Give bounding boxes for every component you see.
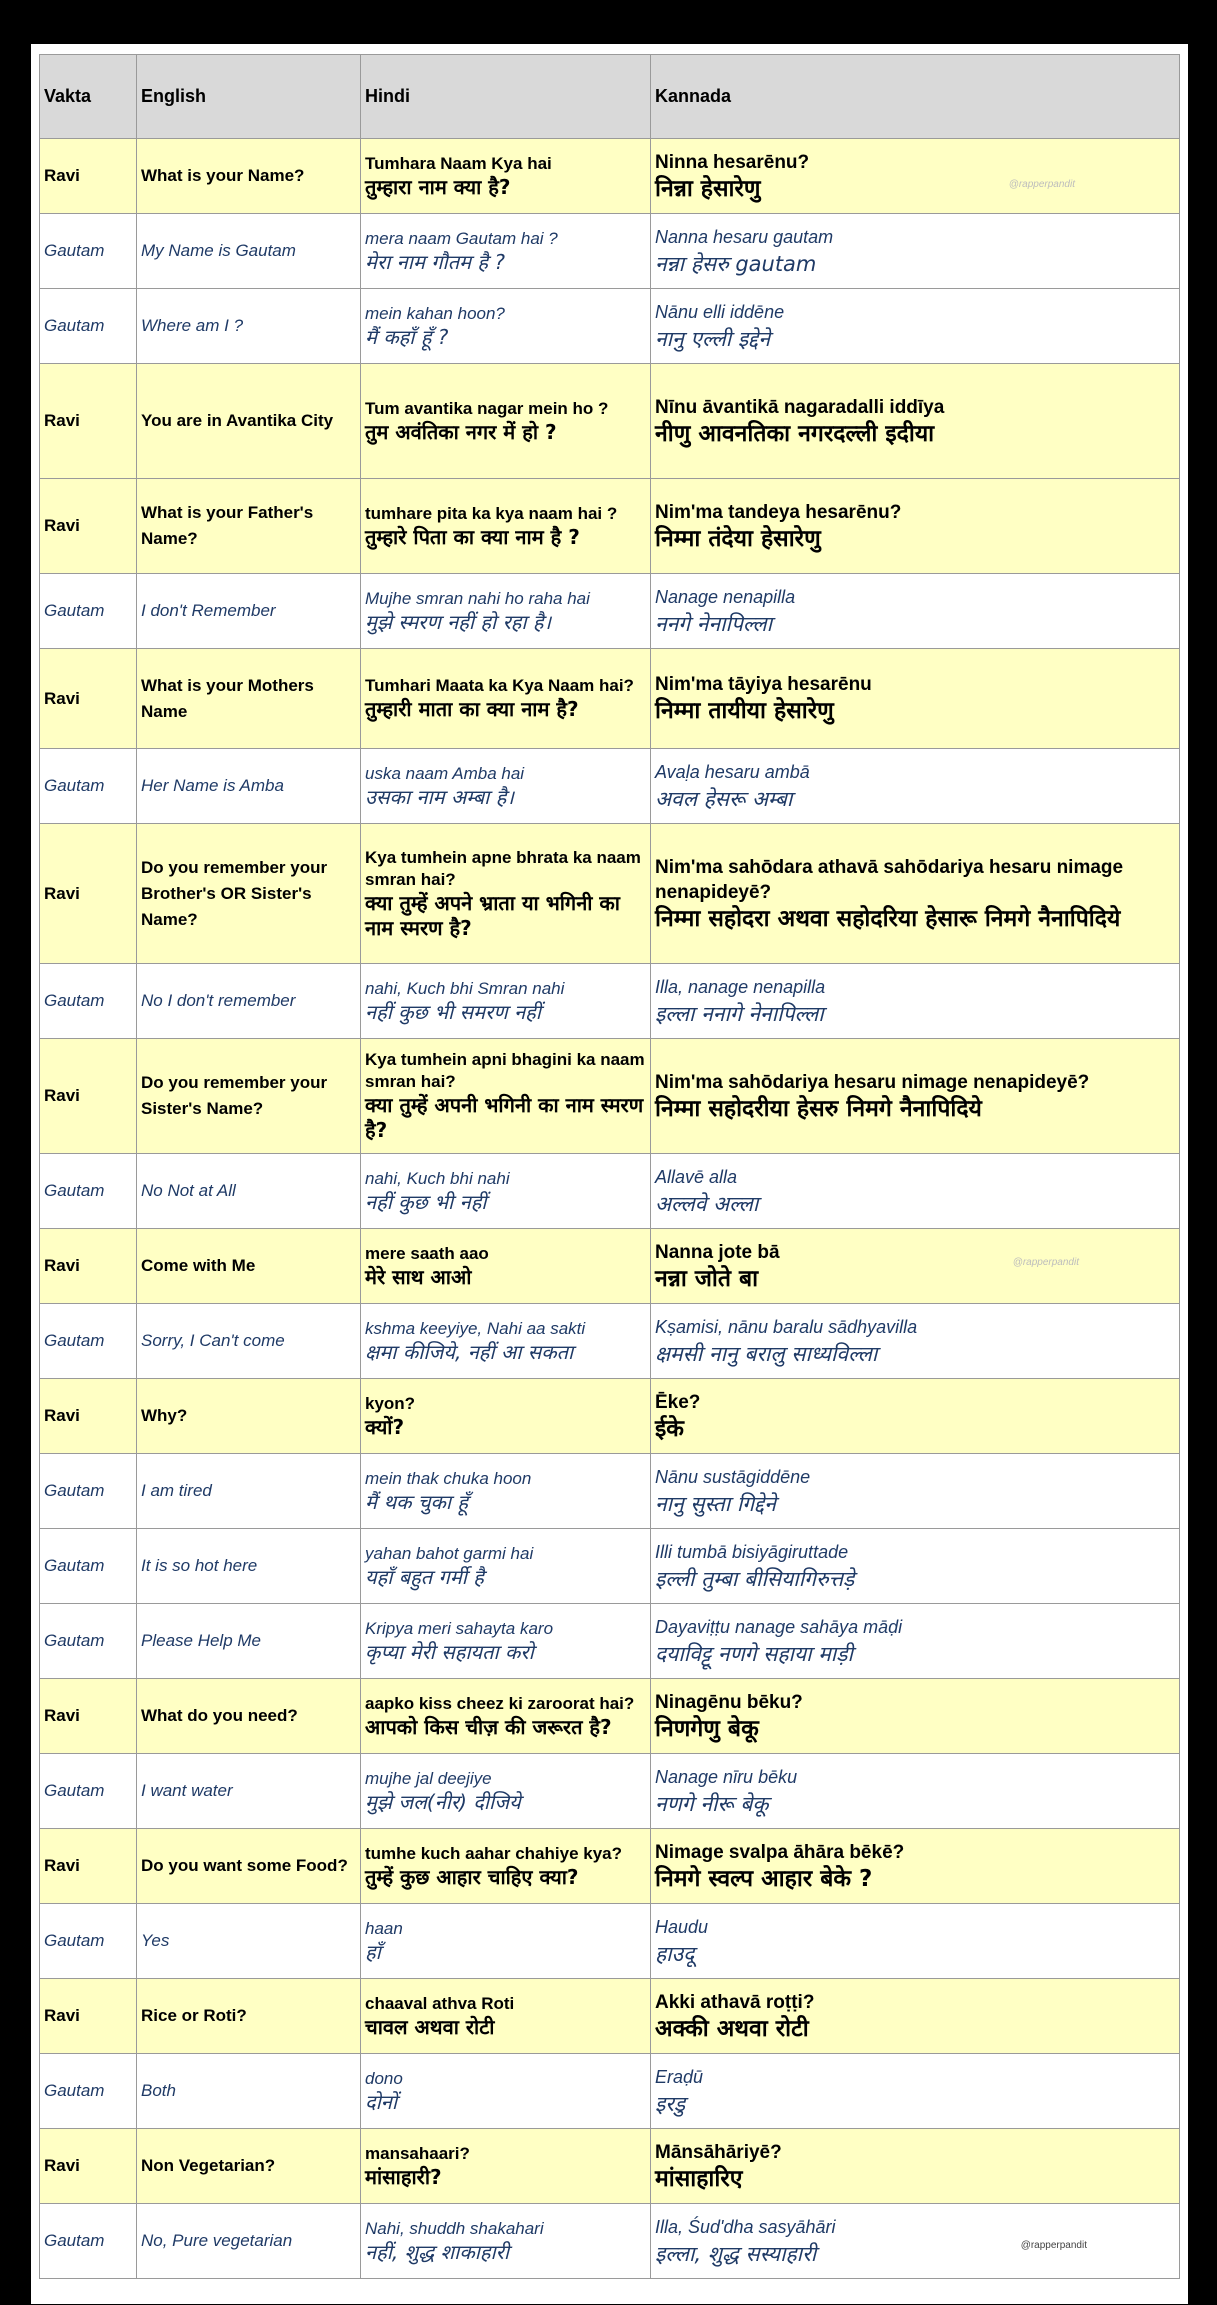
- speaker-cell: Gautam: [40, 1154, 137, 1229]
- english-cell: Yes: [137, 1904, 361, 1979]
- english-cell: It is so hot here: [137, 1529, 361, 1604]
- table-row: [40, 139, 1180, 214]
- kannada-romanized: Kṣamisi, nānu baralu sādhyavilla: [655, 1316, 918, 1337]
- hindi-devanagari: मुझे जल(नीर) दीजिये: [365, 1789, 521, 1814]
- hindi-devanagari: नहीं कुछ भी समरण नहीं: [365, 999, 541, 1024]
- hindi-romanized: nahi, Kuch bhi nahi: [365, 1168, 510, 1188]
- hindi-romanized: dono: [365, 2068, 403, 2088]
- kannada-cell: [651, 649, 1180, 749]
- hindi-devanagari: नहीं कुछ भी नहीं: [365, 1189, 487, 1214]
- speaker-cell: Ravi: [40, 139, 137, 214]
- kannada-devanagari: निणगेणु बेकू: [655, 1715, 759, 1742]
- hindi-devanagari: क्या तुम्हें अपनी भगिनी का नाम स्मरण है?: [365, 1093, 644, 1142]
- kannada-romanized: Ninna hesarēnu?: [655, 151, 810, 173]
- hindi-devanagari: तुम अवंतिका नगर में हो ?: [365, 419, 557, 444]
- speaker-cell: Ravi: [40, 364, 137, 479]
- kannada-romanized: Nīnu āvantikā nagaradalli iddīya: [655, 396, 945, 418]
- hindi-romanized: Kya tumhein apni bhagini ka naam smran hai?: [365, 1050, 645, 1091]
- english-cell: I want water: [137, 1754, 361, 1829]
- kannada-cell: [651, 1754, 1180, 1829]
- kannada-devanagari: अक्की अथवा रोटी: [655, 2015, 809, 2042]
- hindi-romanized: kyon?: [365, 1393, 416, 1413]
- hindi-cell: [361, 574, 651, 649]
- kannada-romanized: Illi tumbā bisiyāgiruttade: [655, 1541, 849, 1562]
- table-row: [40, 574, 1180, 649]
- kannada-cell: [651, 2054, 1180, 2129]
- english-cell: Please Help Me: [137, 1604, 361, 1679]
- hindi-cell: [361, 1679, 651, 1754]
- speaker-cell: Gautam: [40, 574, 137, 649]
- table-row: [40, 479, 1180, 574]
- kannada-romanized: Nim'ma tandeya hesarēnu?: [655, 501, 902, 523]
- kannada-romanized: Eraḍū: [655, 2066, 704, 2087]
- kannada-romanized: Illa, nanage nenapilla: [655, 976, 826, 997]
- kannada-devanagari: निमगे स्वल्प आहार बेके ?: [655, 1865, 873, 1892]
- hindi-devanagari: क्षमा कीजिये, नहीं आ सकता: [365, 1339, 574, 1364]
- hindi-romanized: haan: [365, 1918, 403, 1938]
- table-row: [40, 1904, 1180, 1979]
- table-row: [40, 2204, 1180, 2279]
- hindi-cell: [361, 479, 651, 574]
- kannada-romanized: Nim'ma sahōdara athavā sahōdariya hesaru nimage nenapideyē?: [655, 856, 1124, 903]
- kannada-cell: [651, 1454, 1180, 1529]
- hindi-devanagari: कृप्या मेरी सहायता करो: [365, 1639, 534, 1664]
- hindi-romanized: Nahi, shuddh shakahari: [365, 2218, 544, 2238]
- watermark: @rapperpandit: [1020, 2240, 1087, 2251]
- hindi-romanized: aapko kiss cheez ki zaroorat hai?: [365, 1693, 635, 1713]
- hindi-devanagari: उसका नाम अम्बा है।: [365, 784, 514, 809]
- kannada-cell: [651, 1979, 1180, 2054]
- english-cell: Rice or Roti?: [137, 1979, 361, 2054]
- kannada-romanized: Illa, Śud'dha sasyāhāri: [655, 2216, 836, 2237]
- hindi-romanized: mujhe jal deejiye: [365, 1768, 492, 1788]
- kannada-cell: [651, 1529, 1180, 1604]
- hindi-devanagari: चावल अथवा रोटी: [365, 2014, 495, 2039]
- english-cell: Non Vegetarian?: [137, 2129, 361, 2204]
- kannada-devanagari: ननगे नेनापिल्ला: [655, 611, 773, 636]
- hindi-romanized: Tumhari Maata ka Kya Naam hai?: [365, 676, 634, 695]
- english-cell: I don't Remember: [137, 574, 361, 649]
- table-row: [40, 1379, 1180, 1454]
- hindi-devanagari: मांसाहारी?: [365, 2164, 442, 2189]
- hindi-romanized: Tumhara Naam Kya hai: [365, 153, 552, 173]
- header-kannada: Kannada: [651, 55, 1180, 139]
- english-cell: No Not at All: [137, 1154, 361, 1229]
- kannada-cell: [651, 289, 1180, 364]
- kannada-cell: [651, 2129, 1180, 2204]
- hindi-romanized: mein kahan hoon?: [365, 303, 505, 323]
- hindi-romanized: mere saath aao: [365, 1243, 489, 1263]
- table-row: [40, 1604, 1180, 1679]
- hindi-cell: [361, 1829, 651, 1904]
- english-cell: You are in Avantika City: [137, 364, 361, 479]
- speaker-cell: Gautam: [40, 1604, 137, 1679]
- kannada-cell: [651, 1039, 1180, 1154]
- kannada-cell: [651, 749, 1180, 824]
- kannada-cell: [651, 364, 1180, 479]
- english-cell: No I don't remember: [137, 964, 361, 1039]
- speaker-cell: Gautam: [40, 289, 137, 364]
- hindi-cell: [361, 2054, 651, 2129]
- english-cell: Sorry, I Can't come: [137, 1304, 361, 1379]
- speaker-cell: Gautam: [40, 1904, 137, 1979]
- hindi-cell: [361, 1979, 651, 2054]
- hindi-romanized: mansahaari?: [365, 2143, 470, 2163]
- kannada-devanagari: ईके: [655, 1415, 684, 1442]
- english-cell: My Name is Gautam: [137, 214, 361, 289]
- hindi-romanized: nahi, Kuch bhi Smran nahi: [365, 978, 565, 998]
- kannada-cell: [651, 574, 1180, 649]
- hindi-devanagari: तुम्हारे पिता का क्या नाम है ?: [365, 524, 580, 549]
- english-cell: Why?: [137, 1379, 361, 1454]
- english-cell: Do you remember your Brother's OR Sister's Name?: [137, 824, 361, 964]
- kannada-cell: [651, 964, 1180, 1039]
- kannada-cell: [651, 1904, 1180, 1979]
- english-cell: Do you remember your Sister's Name?: [137, 1039, 361, 1154]
- kannada-devanagari: इरडु: [655, 2091, 686, 2116]
- kannada-romanized: Allavē alla: [655, 1166, 738, 1187]
- hindi-devanagari: दोनों: [365, 2089, 398, 2114]
- header-vakta: Vakta: [40, 55, 137, 139]
- hindi-romanized: kshma keeyiye, Nahi aa sakti: [365, 1318, 586, 1338]
- table-row: [40, 2129, 1180, 2204]
- table-row: [40, 1679, 1180, 1754]
- kannada-romanized: Dayaviṭṭu nanage sahāya māḍi: [655, 1616, 903, 1637]
- header-hindi: Hindi: [361, 55, 651, 139]
- english-cell: No, Pure vegetarian: [137, 2204, 361, 2279]
- header-english: English: [137, 55, 361, 139]
- kannada-romanized: Akki athavā roṭṭi?: [655, 1991, 815, 2013]
- kannada-cell: [651, 1379, 1180, 1454]
- english-cell: Her Name is Amba: [137, 749, 361, 824]
- table-row: [40, 1154, 1180, 1229]
- hindi-romanized: tumhare pita ka kya naam hai ?: [365, 503, 618, 523]
- hindi-cell: [361, 964, 651, 1039]
- table-row: [40, 364, 1180, 479]
- hindi-cell: [361, 1229, 651, 1304]
- hindi-cell: [361, 2129, 651, 2204]
- table-row: [40, 1454, 1180, 1529]
- kannada-devanagari: निम्मा सहोदरा अथवा सहोदरिया हेसारू निमगे नैनापिदिये: [655, 905, 1121, 932]
- table-row: [40, 214, 1180, 289]
- speaker-cell: Ravi: [40, 824, 137, 964]
- hindi-cell: [361, 1754, 651, 1829]
- hindi-romanized: mein thak chuka hoon: [365, 1468, 532, 1488]
- kannada-romanized: Avaḷa hesaru ambā: [655, 761, 810, 782]
- speaker-cell: Gautam: [40, 1529, 137, 1604]
- kannada-romanized: Nanage nīru bēku: [655, 1766, 798, 1787]
- kannada-cell: [651, 214, 1180, 289]
- hindi-romanized: uska naam Amba hai: [365, 763, 525, 783]
- speaker-cell: Ravi: [40, 1379, 137, 1454]
- hindi-devanagari: मेरे साथ आओ: [365, 1264, 472, 1289]
- kannada-romanized: Nānu sustāgiddēne: [655, 1466, 811, 1487]
- hindi-cell: [361, 749, 651, 824]
- kannada-devanagari: इल्ला, शुद्ध सस्याहारी: [655, 2241, 817, 2266]
- kannada-cell: [651, 1679, 1180, 1754]
- watermark: @rapperpandit: [1012, 1257, 1079, 1268]
- speaker-cell: Ravi: [40, 1229, 137, 1304]
- speaker-cell: Ravi: [40, 1829, 137, 1904]
- table-row: [40, 1229, 1180, 1304]
- kannada-devanagari: इल्ला ननागे नेनापिल्ला: [655, 1001, 824, 1026]
- hindi-romanized: Mujhe smran nahi ho raha hai: [365, 588, 590, 608]
- hindi-devanagari: नहीं, शुद्ध शाकाहारी: [365, 2239, 510, 2264]
- kannada-devanagari: इल्ली तुम्बा बीसियागिरुत्तड़े: [655, 1566, 855, 1591]
- english-cell: What is your Father's Name?: [137, 479, 361, 574]
- hindi-devanagari: तुम्हें कुछ आहार चाहिए क्या?: [365, 1864, 579, 1889]
- hindi-cell: [361, 139, 651, 214]
- hindi-cell: [361, 1039, 651, 1154]
- speaker-cell: Ravi: [40, 1039, 137, 1154]
- hindi-romanized: mera naam Gautam hai ?: [365, 228, 558, 248]
- hindi-devanagari: क्यों?: [365, 1414, 405, 1439]
- kannada-devanagari: नानु एल्ली इद्देने: [655, 326, 770, 351]
- table-row: [40, 1829, 1180, 1904]
- kannada-romanized: Nim'ma tāyiya hesarēnu: [655, 674, 872, 695]
- header-row: [40, 55, 1180, 139]
- hindi-cell: [361, 1379, 651, 1454]
- speaker-cell: Gautam: [40, 214, 137, 289]
- kannada-devanagari: नणगे नीरू बेकू: [655, 1791, 769, 1816]
- table-row: [40, 1529, 1180, 1604]
- kannada-romanized: Ninagēnu bēku?: [655, 1691, 803, 1713]
- kannada-devanagari: निन्ना हेसारेणु: [655, 175, 761, 202]
- kannada-cell: [651, 1154, 1180, 1229]
- hindi-romanized: Tum avantika nagar mein ho ?: [365, 398, 609, 418]
- kannada-cell: [651, 1304, 1180, 1379]
- hindi-devanagari: यहाँ बहुत गर्मी है: [365, 1564, 484, 1589]
- hindi-cell: [361, 649, 651, 749]
- english-cell: Where am I ?: [137, 289, 361, 364]
- kannada-devanagari: दयाविट्टू नणगे सहाया माड़ी: [655, 1641, 853, 1666]
- watermark: @rapperpandit: [1008, 179, 1075, 190]
- kannada-devanagari: नानु सुस्ता गिद्देने: [655, 1491, 776, 1516]
- table-row: [40, 2054, 1180, 2129]
- kannada-devanagari: निम्मा तायीया हेसारेणु: [655, 698, 834, 724]
- speaker-cell: Ravi: [40, 479, 137, 574]
- kannada-devanagari: अवल हेसरू अम्बा: [655, 786, 793, 811]
- kannada-romanized: Haudu: [655, 1916, 709, 1937]
- hindi-cell: [361, 1304, 651, 1379]
- english-cell: What is your Name?: [137, 139, 361, 214]
- english-cell: What is your Mothers Name: [137, 649, 361, 749]
- speaker-cell: Ravi: [40, 649, 137, 749]
- kannada-devanagari: हाउदू: [655, 1941, 695, 1966]
- hindi-cell: [361, 1154, 651, 1229]
- kannada-devanagari: मांसाहारिए: [655, 2165, 743, 2192]
- kannada-romanized: Mānsāhāriyē?: [655, 2141, 782, 2163]
- kannada-romanized: Nanna hesaru gautam: [655, 226, 834, 247]
- hindi-romanized: chaaval athva Roti: [365, 1993, 515, 2013]
- speaker-cell: Gautam: [40, 749, 137, 824]
- kannada-devanagari: अल्लवे अल्ला: [655, 1191, 759, 1216]
- table-row: [40, 1039, 1180, 1154]
- hindi-devanagari: तुम्हारा नाम क्या है?: [365, 174, 511, 199]
- speaker-cell: Ravi: [40, 1979, 137, 2054]
- hindi-cell: [361, 1454, 651, 1529]
- kannada-cell: [651, 1829, 1180, 1904]
- hindi-romanized: tumhe kuch aahar chahiye kya?: [365, 1843, 622, 1863]
- kannada-romanized: Nimage svalpa āhāra bēkē?: [655, 1841, 905, 1863]
- hindi-romanized: yahan bahot garmi hai: [365, 1543, 534, 1563]
- hindi-cell: [361, 289, 651, 364]
- hindi-romanized: Kya tumhein apne bhrata ka naam smran hai?: [365, 847, 641, 889]
- document-page: [31, 44, 1188, 2304]
- kannada-devanagari: नीणु आवनतिका नगरदल्ली इदीया: [655, 420, 935, 447]
- english-cell: What do you need?: [137, 1679, 361, 1754]
- kannada-romanized: Nānu elli iddēne: [655, 301, 785, 322]
- speaker-cell: Gautam: [40, 2054, 137, 2129]
- speaker-cell: Ravi: [40, 1679, 137, 1754]
- hindi-devanagari: मेरा नाम गौतम है ?: [365, 249, 506, 274]
- kannada-romanized: Ēke?: [655, 1391, 701, 1413]
- speaker-cell: Gautam: [40, 2204, 137, 2279]
- hindi-devanagari: मैं थक चुका हूँ: [365, 1489, 469, 1514]
- kannada-cell: [651, 1229, 1180, 1304]
- kannada-devanagari: निम्मा तंदेया हेसारेणु: [655, 525, 821, 552]
- table-row: [40, 1979, 1180, 2054]
- hindi-devanagari: मुझे स्मरण नहीं हो रहा है।: [365, 609, 552, 634]
- kannada-devanagari: निम्मा सहोदरीया हेसरु निमगे नैनापिदिये: [655, 1095, 982, 1122]
- speaker-cell: Ravi: [40, 2129, 137, 2204]
- hindi-devanagari: हाँ: [365, 1939, 381, 1964]
- hindi-cell: [361, 1904, 651, 1979]
- kannada-cell: [651, 479, 1180, 574]
- hindi-devanagari: मैं कहाँ हूँ ?: [365, 324, 449, 349]
- table-row: [40, 749, 1180, 824]
- table-row: [40, 289, 1180, 364]
- table-row: [40, 649, 1180, 749]
- kannada-cell: [651, 139, 1180, 214]
- kannada-romanized: Nanage nenapilla: [655, 586, 796, 607]
- table-row: [40, 1304, 1180, 1379]
- hindi-devanagari: क्या तुम्हें अपने भ्राता या भगिनी का नाम स्मरण है?: [365, 890, 620, 940]
- english-cell: Both: [137, 2054, 361, 2129]
- hindi-cell: [361, 214, 651, 289]
- kannada-cell: [651, 1604, 1180, 1679]
- table-row: [40, 964, 1180, 1039]
- english-cell: Do you want some Food?: [137, 1829, 361, 1904]
- phrase-table: [39, 54, 1180, 2279]
- kannada-romanized: Nanna jote bā: [655, 1241, 780, 1263]
- table-row: [40, 1754, 1180, 1829]
- hindi-devanagari: आपको किस चीज़ की जरूरत है?: [365, 1714, 612, 1739]
- kannada-cell: [651, 824, 1180, 964]
- speaker-cell: Gautam: [40, 1754, 137, 1829]
- english-cell: Come with Me: [137, 1229, 361, 1304]
- hindi-cell: [361, 1604, 651, 1679]
- english-cell: I am tired: [137, 1454, 361, 1529]
- table-row: [40, 824, 1180, 964]
- speaker-cell: Gautam: [40, 964, 137, 1039]
- speaker-cell: Gautam: [40, 1304, 137, 1379]
- hindi-cell: [361, 364, 651, 479]
- speaker-cell: Gautam: [40, 1454, 137, 1529]
- hindi-devanagari: तुम्हारी माता का क्या नाम है?: [365, 697, 579, 721]
- kannada-devanagari: क्षमसी नानु बरालु साध्यविल्ला: [655, 1341, 878, 1366]
- hindi-cell: [361, 1529, 651, 1604]
- kannada-devanagari: नन्ना हेसरु gautam: [655, 251, 817, 276]
- kannada-devanagari: नन्ना जोते बा: [655, 1265, 759, 1292]
- hindi-cell: [361, 824, 651, 964]
- hindi-cell: [361, 2204, 651, 2279]
- kannada-romanized: Nim'ma sahōdariya hesaru nimage nenapideyē?: [655, 1071, 1090, 1093]
- kannada-cell: [651, 2204, 1180, 2279]
- hindi-romanized: Kripya meri sahayta karo: [365, 1618, 554, 1638]
